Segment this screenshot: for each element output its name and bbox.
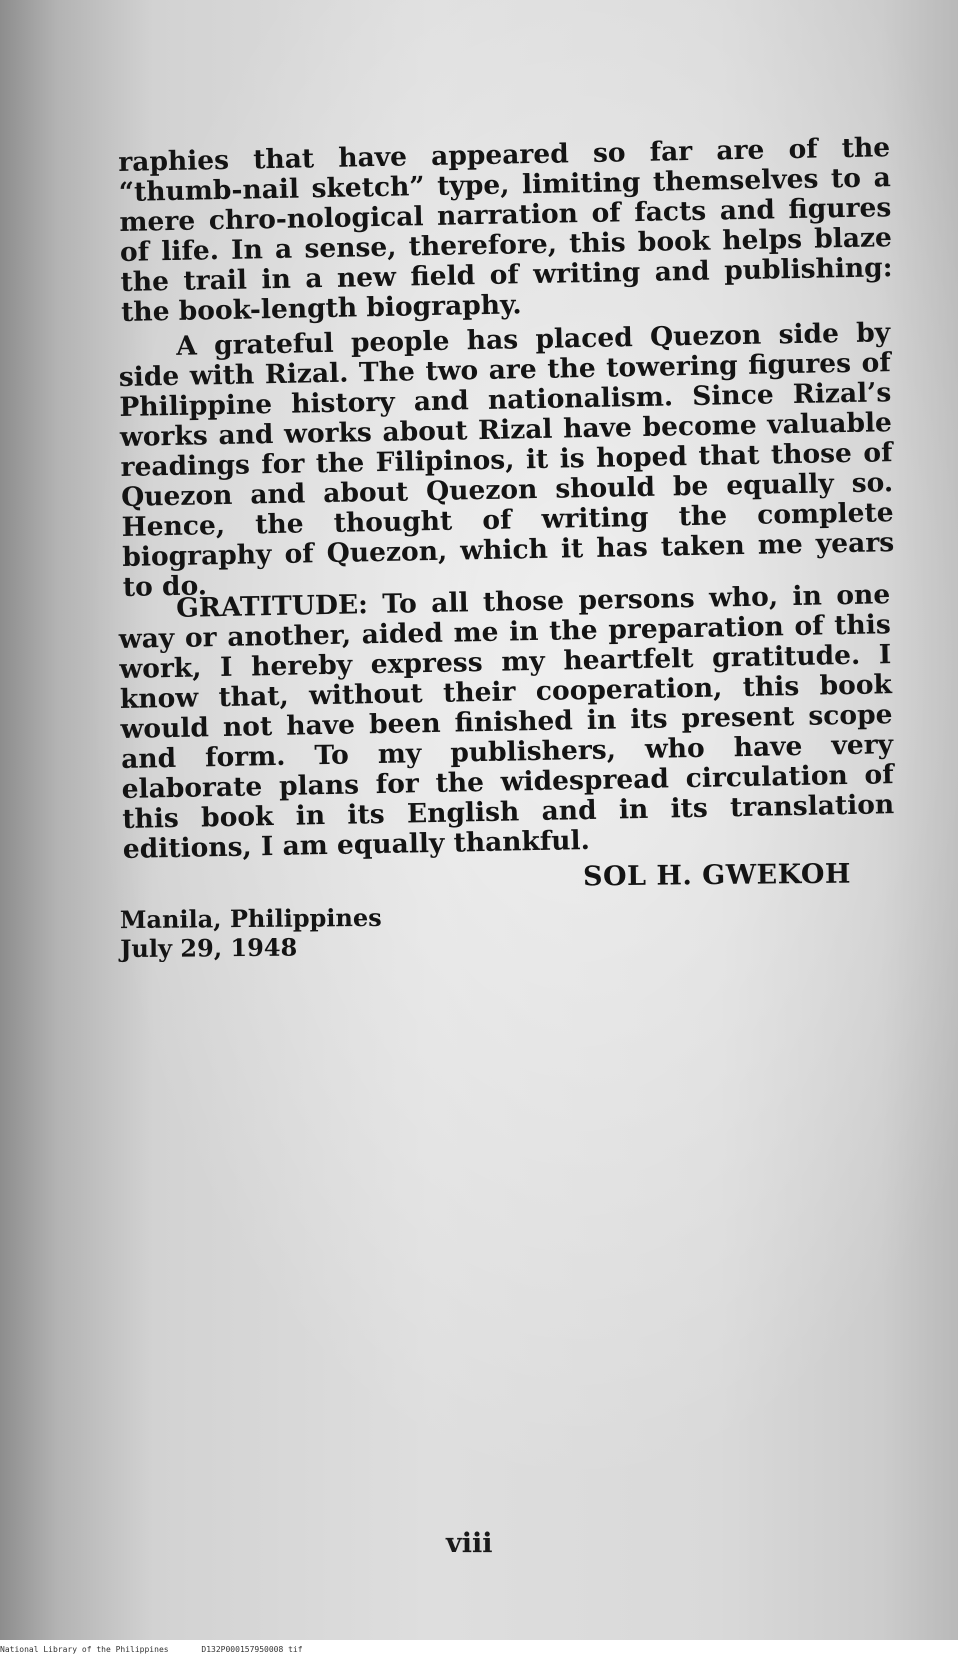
place-line: Manila, Philippines xyxy=(119,902,382,935)
paragraph-1 xyxy=(118,133,893,328)
footer-file-id: D132P000157950008 tif xyxy=(201,1645,303,1654)
paragraph-1-text: raphies that have appeared so far are of the “thumb-nail sketch” type, limiting themselves to a mere chro-nological narration of facts and figures of life. In a sense, therefore, this book helps blaze the trail in a new field of writing and publishing: the book-length biography. xyxy=(117,132,893,328)
place-and-date xyxy=(120,903,382,963)
author-signature: SOL H. GWEKOH xyxy=(582,858,852,893)
page-number: viii xyxy=(446,1528,493,1559)
paragraph-3-text: GRATITUDE: To all those persons who, in one way or another, aided me in the preparation of this work, I hereby express my heartfelt gratitude. I know that, without their cooperation, this book would not have been finished in its present scope and form. To my publishers, who have very elaborate plans for the widespread circulation of this book in its English and in its translation editions, I am equally thankful. xyxy=(118,579,895,865)
paragraph-2-text: A grateful people has placed Quezon side by side with Rizal. The two are the towering figures of Philippine history and nationalism. Since Rizal’s works and works about Rizal have become valuable readings for the Filipinos, it is hoped that those of Quezon and about Quezon should be equally so. Hence, the thought of writing the complete biography of Quezon, which it has taken me years to do. xyxy=(118,317,895,603)
date-line: July 29, 1948 xyxy=(120,932,298,964)
paragraph-3 xyxy=(118,580,895,865)
scan-footer xyxy=(0,1644,960,1658)
paragraph-2 xyxy=(118,318,895,603)
footer-institution: National Library of the Philippines xyxy=(0,1645,169,1654)
